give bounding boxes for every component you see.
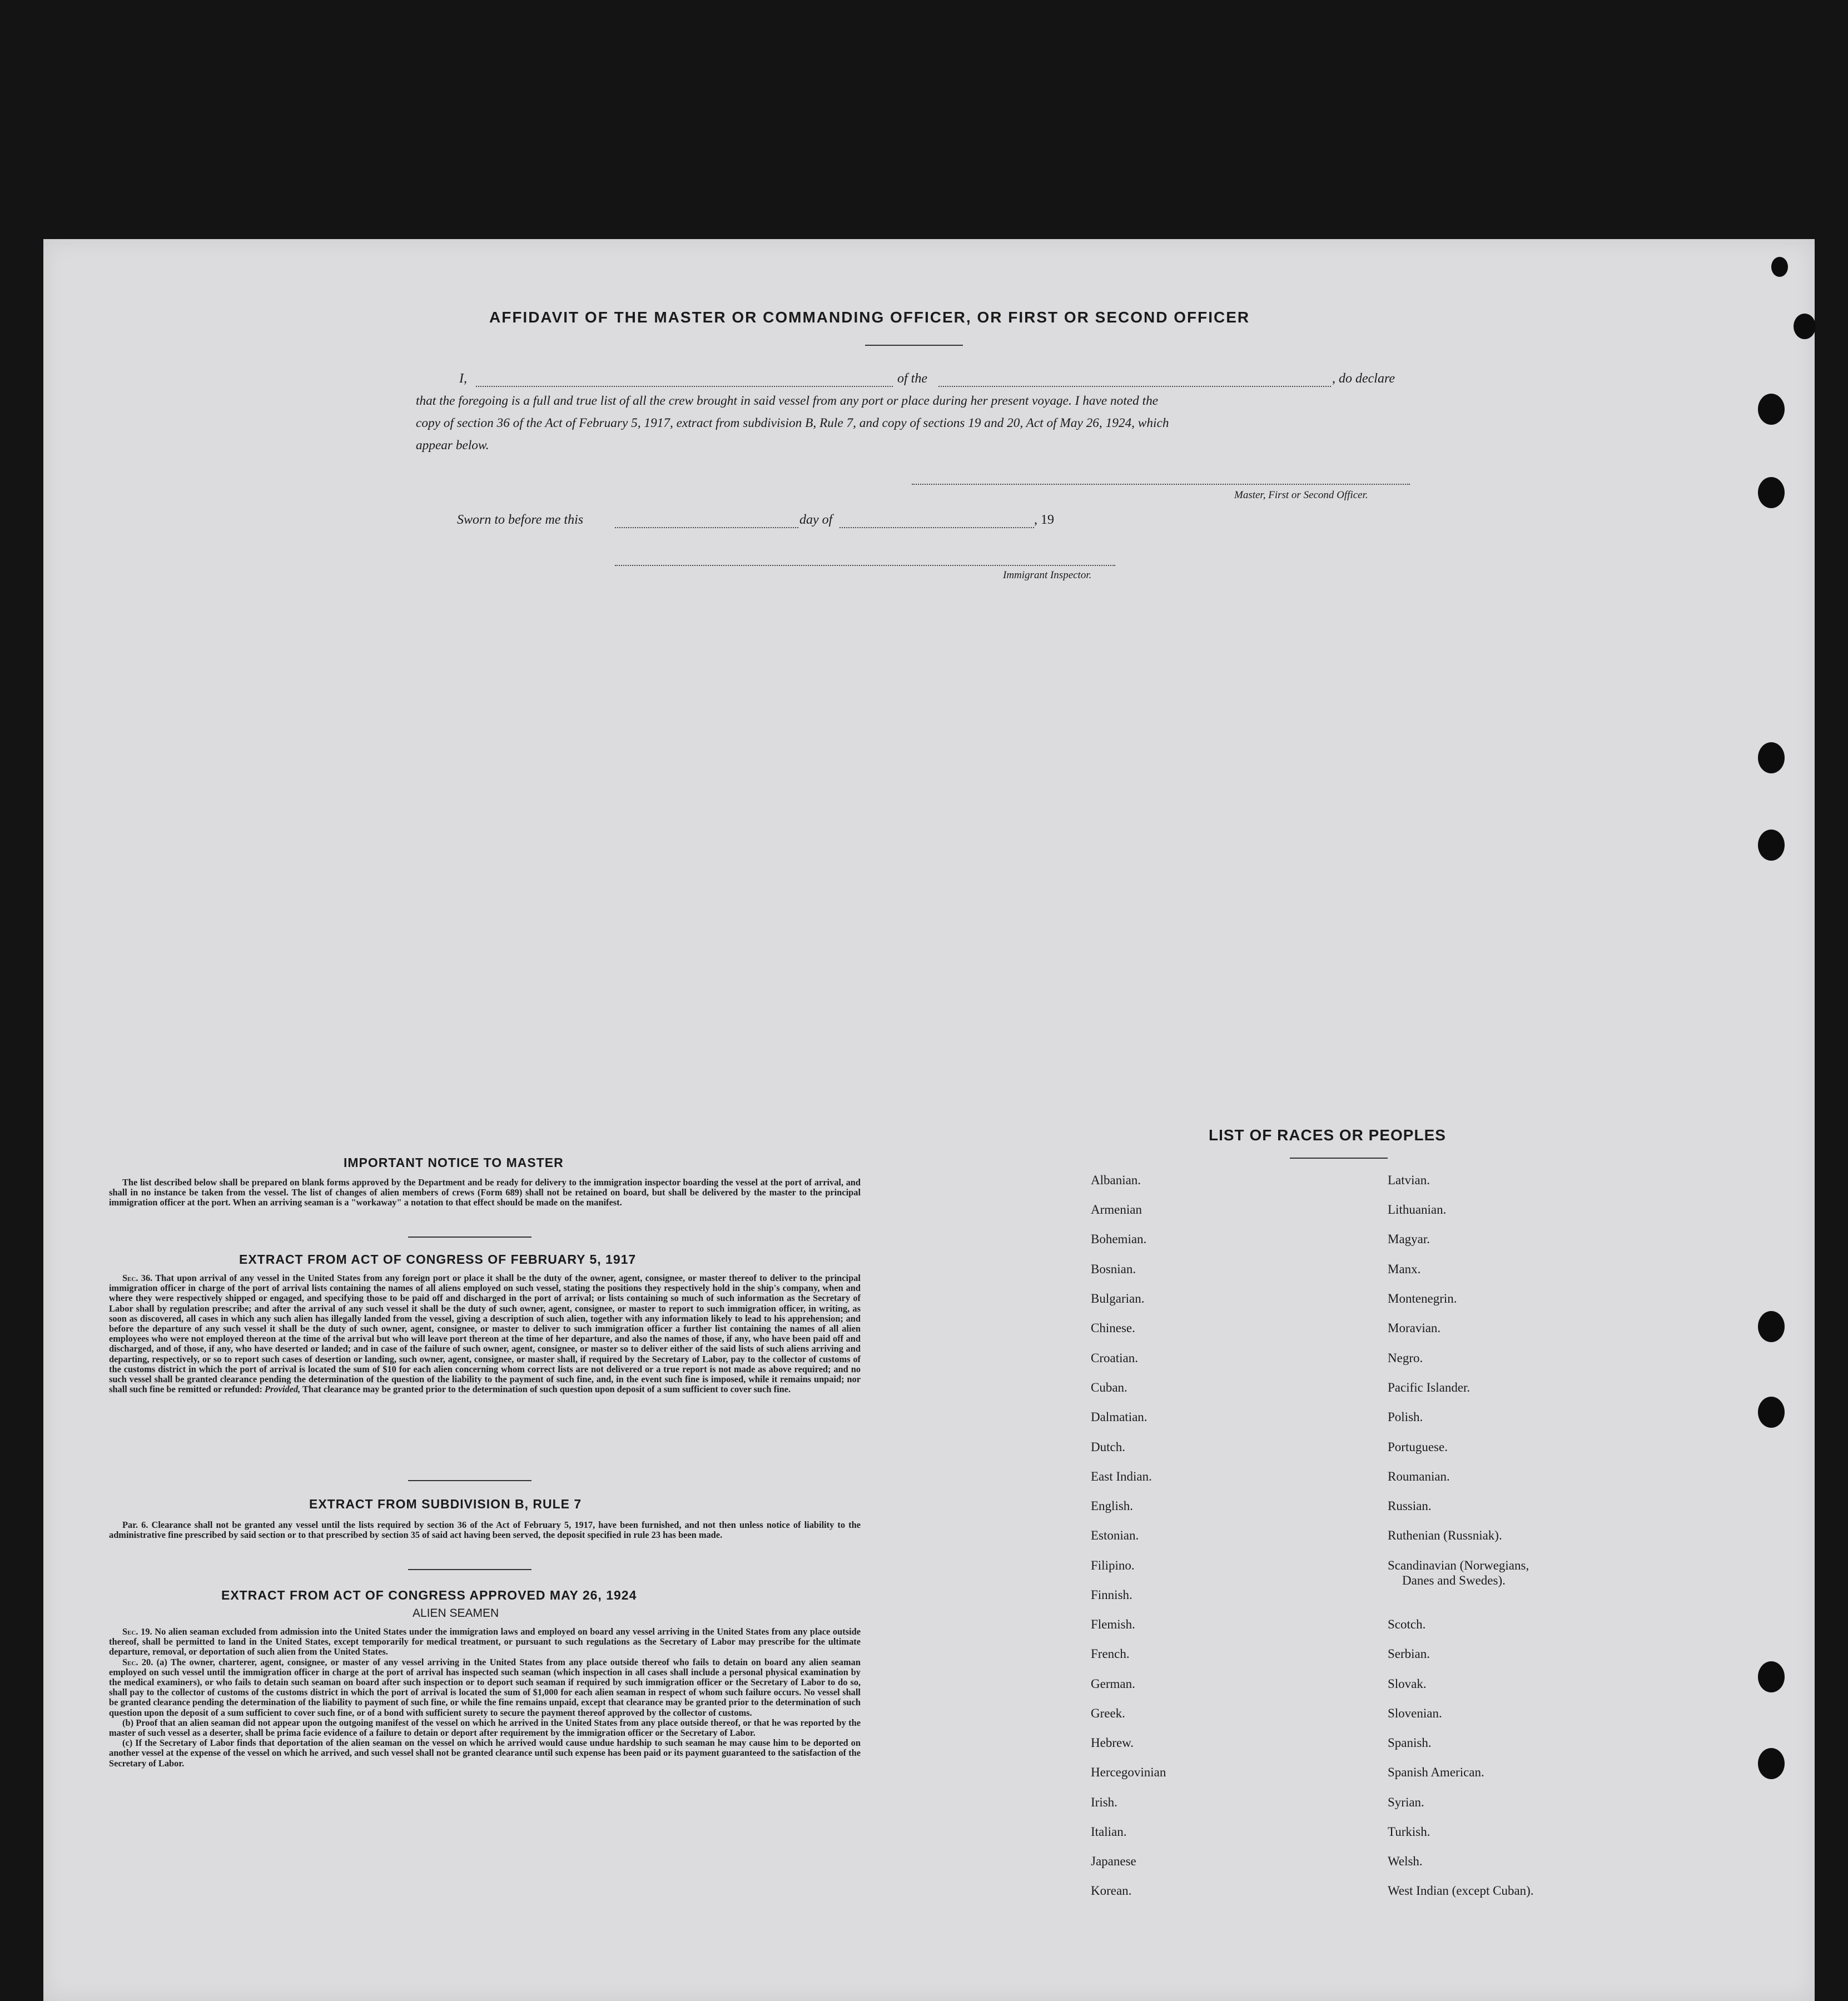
affidavit-title: AFFIDAVIT OF THE MASTER OR COMMANDING OFFICER, OR FIRST OR SECOND OFFICER — [489, 309, 1250, 326]
section-label: Sec. 19. — [122, 1626, 152, 1637]
race-list-item: Greek. — [1091, 1706, 1125, 1720]
race-list-item: Serbian. — [1388, 1647, 1430, 1661]
race-list-item: Slovenian. — [1388, 1706, 1442, 1720]
notice-paragraph: The list described below shall be prepared on blank forms approved by the Department and be ready for delivery to the immigration inspector boarding the vessel at the port of arrival, and shall in no instance be taken from the vessel. The list of changes of alien members of crews (Form 689) shall not be retained on board, but shall be delivered by the master to the principal immigration officer at the port. When an arriving seaman is a "workaway" a notation to that effect should be made on the manifest. — [109, 1177, 861, 1208]
affidavit-i: I, — [459, 371, 467, 386]
divider — [408, 1237, 531, 1238]
race-list-item: Scandinavian (Norwegians, — [1388, 1558, 1529, 1572]
vessel-blank[interactable] — [938, 386, 1331, 387]
punch-hole-icon — [1794, 314, 1816, 339]
race-list-item: Turkish. — [1388, 1825, 1430, 1839]
race-list-item: Magyar. — [1388, 1232, 1430, 1246]
race-list-item: Scotch. — [1388, 1617, 1426, 1631]
section-36-text: That upon arrival of any vessel in the United States from any foreign port or place it shall be the duty of the owner, agent, consignee, or master thereof to deliver to the principal immigration officer in charge of the port of arrival lists containing the names of all aliens employed on such vessel, stating the positions they respectively hold in the ship's company, when and where they were respectively shipped or engaged, and specifying those to be paid off and discharged in the port of arrival; or lists containing so much of such information as the Secretary of Labor shall by regulation prescribe; and after the arrival of any such vessel it shall be the duty of such owner, agent, consignee, or master to report to such immigration officer, in writing, as soon as discovered, all cases in which any such alien has illegally landed from the vessel, giving a description of such alien, together with any information likely to lead to his apprehension; and before the departure of any such vessel it shall be the duty of such owner, agent, consignee, or master to deliver to such immigration officer a further list containing the names of all alien employees who were not employed thereon at the time of the arrival but who will leave port thereon at the time of her departure, and also the names of those, if any, who have been paid off and discharged, and of those, if any, who have deserted or landed; and in case of the failure of such owner, agent, consignee, or master so to deliver either of the said lists of such aliens arriving and departing, respectively, or so to report such cases of desertion or landing, such owner, agent, consignee, or master shall, if required by the Secretary of Labor, pay to the collector of customs of the customs district in which the port of arrival is located the sum of $10 for each alien concerning whom correct lists are not delivered or a true report is not made as above required; and no such vessel shall be granted clearance pending the determination of the question of the liability to the payment of such fine, and, in the event such fine is imposed, while it remains unpaid; nor shall such fine be remitted or refunded: — [109, 1273, 861, 1395]
races-title: LIST OF RACES OR PEOPLES — [1209, 1126, 1446, 1144]
notice-text — [109, 1178, 861, 1208]
race-list-item: Latvian. — [1388, 1173, 1430, 1187]
race-list-item: Filipino. — [1091, 1558, 1135, 1572]
punch-hole-icon — [1771, 257, 1788, 277]
divider — [865, 345, 963, 346]
day-of-text: day of — [799, 513, 833, 527]
race-list-item: Pacific Islander. — [1388, 1381, 1471, 1394]
punch-hole-icon — [1758, 1311, 1785, 1342]
inspector-signature-blank[interactable] — [615, 565, 1115, 566]
divider — [1290, 1158, 1388, 1159]
sworn-day-blank[interactable] — [615, 527, 798, 528]
inspector-label: Immigrant Inspector. — [1003, 569, 1092, 581]
punch-hole-icon — [1758, 477, 1785, 508]
sworn-month-blank[interactable] — [839, 527, 1034, 528]
affidavit-line2: that the foregoing is a full and true list of all the crew brought in said vessel from any port or place during her present voyage. I have noted the — [416, 394, 1159, 408]
rule7-title: EXTRACT FROM SUBDIVISION B, RULE 7 — [309, 1497, 582, 1511]
punch-hole-icon — [1758, 830, 1785, 861]
rule7-paragraph: Par. 6. Clearance shall not be granted any vessel until the lists required by section 36 of the Act of February 5, 1917, have been furnished, and not then unless notice of liability to the administrative fine prescribed by said section or to that prescribed by section 35 of said act having been served, the deposit specified in rule 23 has been made. — [109, 1520, 861, 1541]
master-signature-label: Master, First or Second Officer. — [1234, 489, 1368, 501]
race-list-item: Chinese. — [1091, 1321, 1135, 1335]
extract-1924-title: EXTRACT FROM ACT OF CONGRESS APPROVED MAY 26, 1924 — [221, 1588, 637, 1602]
race-list-item: Danes and Swedes). — [1402, 1573, 1506, 1587]
race-list-item: Russian. — [1388, 1499, 1432, 1513]
race-list-item: Manx. — [1388, 1262, 1421, 1276]
punch-hole-icon — [1758, 1661, 1785, 1692]
race-list-item: Italian. — [1091, 1825, 1127, 1839]
year-text: , 19 — [1034, 513, 1054, 527]
section-20a-text: (a) The owner, charterer, agent, consignee, or master of any vessel arriving in the United States from any place outside thereof who fails to detain on board any alien seaman employed on such vessel until the immigration officer in charge at the port of arrival has inspected such seaman (which inspection in all cases shall include a personal physical examination by the medical examiners), or who fails to detain such seaman on board after such inspection or to deport such seaman if required by such immigration officer or the Secretary of Labor to do so, shall pay to the collector of customs of the customs district in which the port of arrival is located the sum of $1,000 for each alien seaman in respect of whom such failure occurs. No vessel shall be granted clearance pending the determination of the liability to payment of such fine, or while the fine remains unpaid, except that clearance may be granted prior to the determination of such question upon the deposit of a sum sufficient to cover such fine, or of a bond with sufficient surety to secure the payment thereof approved by the collector of customs. — [109, 1656, 861, 1718]
affidavit-line4: appear below. — [416, 438, 489, 453]
race-list-item: English. — [1091, 1499, 1134, 1513]
provided-text: Provided, — [265, 1384, 301, 1395]
race-list-item: Irish. — [1091, 1795, 1117, 1809]
divider — [408, 1480, 531, 1481]
punch-hole-icon — [1758, 1397, 1785, 1428]
race-list-item: Moravian. — [1388, 1321, 1441, 1335]
race-list-item: Negro. — [1388, 1351, 1423, 1365]
notice-title: IMPORTANT NOTICE TO MASTER — [344, 1155, 564, 1170]
race-list-item: Polish. — [1388, 1410, 1423, 1424]
affidavit-of-the: of the — [897, 371, 927, 386]
race-list-item: Estonian. — [1091, 1528, 1139, 1542]
race-list-item: East Indian. — [1091, 1469, 1152, 1483]
affidavit-declare: , do declare — [1332, 371, 1395, 386]
section-20c-text: (c) If the Secretary of Labor finds that deportation of the alien seaman on the vessel on which he arrived would cause undue hardship to such seaman he may cause him to be deported on another vessel at the expense of the vessel on which he arrived, and such vessel shall not be granted clearance until such expense has been paid or its payment guaranteed to the satisfaction of the Secretary of Labor. — [109, 1737, 861, 1769]
race-list-item: Slovak. — [1388, 1677, 1427, 1691]
race-list-item: Bulgarian. — [1091, 1292, 1145, 1305]
race-list-item: Hercegovinian — [1091, 1765, 1166, 1779]
punch-hole-icon — [1758, 394, 1785, 425]
section-label: Sec. 36. — [122, 1273, 153, 1283]
race-list-item: Ruthenian (Russniak). — [1388, 1528, 1502, 1542]
race-list-item: Finnish. — [1091, 1588, 1132, 1602]
race-list-item: German. — [1091, 1677, 1135, 1691]
section-20b-text: (b) Proof that an alien seaman did not appear upon the outgoing manifest of the vessel on which he arrived in the United States from any place outside thereof, or that he was reported by the master of such vessel as a deserter, shall be prima facie evidence of a failure to detain or deport after requirement by the immigration officer or the Secretary of Labor. — [109, 1717, 861, 1739]
rule7-text — [109, 1520, 861, 1540]
race-list-item: Dutch. — [1091, 1440, 1125, 1454]
race-list-item: Flemish. — [1091, 1617, 1135, 1631]
race-list-item: Dalmatian. — [1091, 1410, 1147, 1424]
race-list-item: Korean. — [1091, 1884, 1132, 1898]
race-list-item: Cuban. — [1091, 1381, 1127, 1394]
race-list-item: Albanian. — [1091, 1173, 1141, 1187]
race-list-item: West Indian (except Cuban). — [1388, 1884, 1534, 1898]
race-list-item: Japanese — [1091, 1854, 1136, 1868]
sworn-text: Sworn to before me this — [457, 513, 584, 527]
divider — [408, 1569, 531, 1570]
punch-hole-icon — [1758, 1748, 1785, 1779]
race-list-item: French. — [1091, 1647, 1130, 1661]
race-list-item: Spanish American. — [1388, 1765, 1484, 1779]
race-list-item: Roumanian. — [1388, 1469, 1450, 1483]
alien-seamen-subtitle: ALIEN SEAMEN — [413, 1607, 499, 1620]
extract-1917-title: EXTRACT FROM ACT OF CONGRESS OF FEBRUARY 5, 1917 — [239, 1252, 637, 1267]
race-list-item: Croatian. — [1091, 1351, 1138, 1365]
punch-hole-icon — [1758, 742, 1785, 773]
extract-1924-text — [109, 1627, 861, 1769]
master-signature-blank[interactable] — [912, 484, 1410, 485]
race-list-item: Portuguese. — [1388, 1440, 1448, 1454]
section-19-text: No alien seaman excluded from admission into the United States under the immigration laws and employed on board any vessel arriving in the United States from any place outside thereof, shall be permitted to land in the United States, except temporarily for medical treatment, or pursuant to such regulations as the Secretary of Labor may prescribe for the ultimate departure, removal, or deportation of such alien from the United States. — [109, 1626, 861, 1657]
race-list-item: Welsh. — [1388, 1854, 1423, 1868]
race-list-item: Montenegrin. — [1388, 1292, 1457, 1305]
name-blank[interactable] — [476, 386, 893, 387]
race-list-item: Hebrew. — [1091, 1736, 1134, 1750]
extract-1917-text — [109, 1273, 861, 1394]
race-list-item: Bosnian. — [1091, 1262, 1136, 1276]
section-label: Sec. 20. — [122, 1656, 153, 1667]
race-list-item: Bohemian. — [1091, 1232, 1147, 1246]
section-36-text-end: That clearance may be granted prior to the determination of such question upon deposit of a sum sufficient to cover such fine. — [302, 1384, 791, 1395]
affidavit-line3: copy of section 36 of the Act of February 5, 1917, extract from subdivision B, Rule 7, and copy of sections 19 and 20, Act of May 26, 1924, which — [416, 416, 1169, 430]
race-list-item: Lithuanian. — [1388, 1203, 1447, 1217]
race-list-item: Armenian — [1091, 1203, 1142, 1217]
race-list-item: Spanish. — [1388, 1736, 1432, 1750]
race-list-item: Syrian. — [1388, 1795, 1424, 1809]
